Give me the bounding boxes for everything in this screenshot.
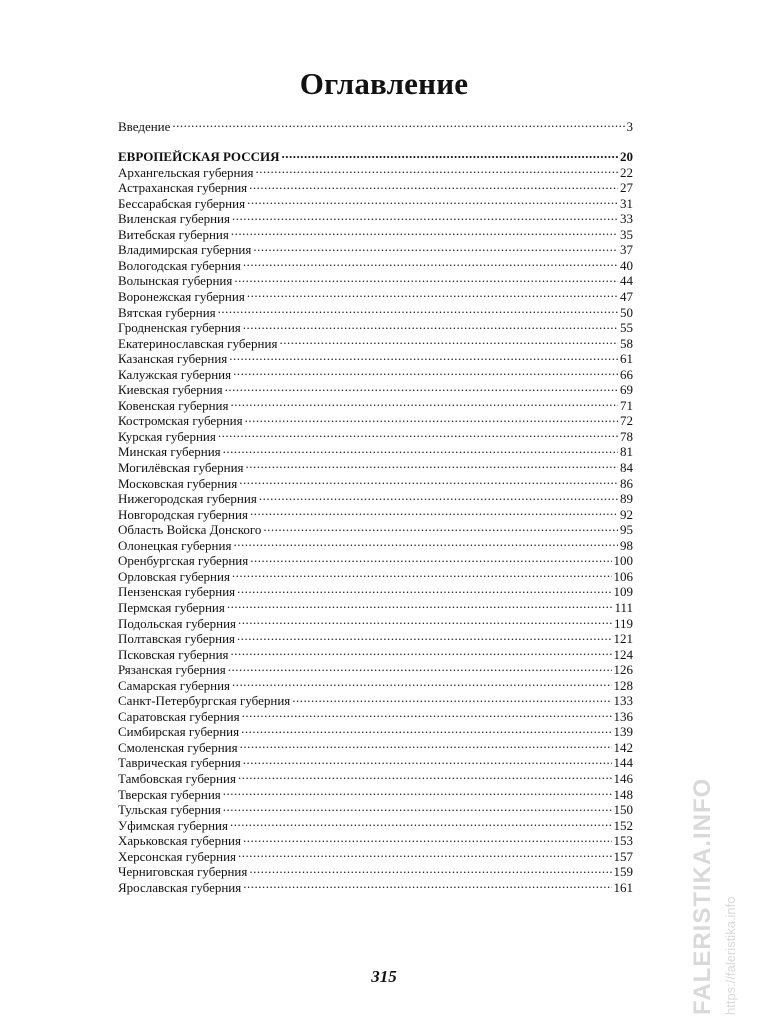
- dot-leader: [246, 456, 619, 472]
- dot-leader: [239, 472, 618, 488]
- watermark-text: FALERISTIKA.INFO: [689, 777, 716, 1015]
- dot-leader: [279, 332, 618, 348]
- toc-entry-page: 157: [613, 848, 633, 864]
- toc-entry-label: Уфимская губерния: [118, 817, 228, 833]
- toc-entry-label: Московская губерния: [118, 475, 238, 491]
- toc-entry-page: 50: [620, 304, 633, 320]
- toc-entry-label: Ярославская губерния: [118, 879, 242, 895]
- toc-entry-label: Орловская губерния: [118, 568, 230, 584]
- toc-entry-page: 69: [620, 382, 633, 398]
- toc-entry-page: 40: [620, 257, 633, 273]
- toc-entry-page: 150: [613, 802, 633, 818]
- toc-entry-intro: [118, 115, 633, 134]
- toc-entry-page: 106: [613, 568, 633, 584]
- dot-leader: [249, 861, 611, 877]
- dot-leader: [232, 565, 612, 581]
- dot-leader: [233, 363, 618, 379]
- toc-entry-label: Тверская губерния: [118, 786, 221, 802]
- dot-leader: [259, 488, 618, 504]
- dot-leader: [238, 845, 611, 861]
- toc-entry-page: 109: [613, 584, 633, 600]
- dot-leader: [243, 830, 612, 846]
- dot-leader: [225, 379, 618, 395]
- toc-entry-page: 35: [620, 226, 633, 242]
- toc-section-label: ЕВРОПЕЙСКАЯ РОССИЯ: [118, 149, 280, 165]
- toc-entry-page: 95: [620, 522, 633, 538]
- toc-entry-label: Воронежская губерния: [118, 289, 245, 305]
- toc-entry-page: 33: [620, 211, 633, 227]
- toc-entry-label: Гродненская губерния: [118, 320, 241, 336]
- toc-entry-page: 98: [620, 537, 633, 553]
- toc-entry-page: 136: [613, 708, 633, 724]
- dot-leader: [232, 208, 618, 224]
- toc-entry-label: Самарская губерния: [118, 677, 231, 693]
- toc-entry-page: 78: [620, 428, 633, 444]
- toc-entry-label: Таврическая губерния: [118, 755, 241, 771]
- toc-entry-label: Пермская губерния: [118, 599, 225, 615]
- toc-entry-page: 124: [613, 646, 633, 662]
- toc-entry-label: Олонецкая губерния: [118, 537, 232, 553]
- toc-entry-label: Виленская губерния: [118, 211, 230, 227]
- dot-leader: [232, 674, 611, 690]
- dot-leader: [253, 239, 618, 255]
- toc-entry-page: 119: [613, 615, 633, 631]
- toc-entry-label: Область Войска Донского: [118, 522, 262, 538]
- toc-entry-page: 152: [613, 817, 633, 833]
- toc-entry-label: Смоленская губерния: [118, 739, 238, 755]
- dot-leader: [292, 690, 611, 706]
- table-of-contents: [118, 115, 633, 895]
- watermark: [683, 777, 743, 1020]
- toc-entry-label: Рязанская губерния: [118, 662, 226, 678]
- toc-entry-page: 61: [620, 351, 633, 367]
- toc-entry-page: 144: [613, 755, 633, 771]
- toc-entry-label: Волынская губерния: [118, 273, 233, 289]
- toc-entry-label: Тамбовская губерния: [118, 770, 236, 786]
- dot-leader: [231, 223, 618, 239]
- spacer: [118, 131, 633, 146]
- toc-entry-page: 66: [620, 366, 633, 382]
- dot-leader: [255, 161, 618, 177]
- toc-entry-label: Новгородская губерния: [118, 506, 248, 522]
- toc-entry-page: 44: [620, 273, 633, 289]
- toc-entry-label: Костромская губерния: [118, 413, 243, 429]
- dot-leader: [249, 177, 618, 193]
- toc-entry-page: 55: [620, 320, 633, 336]
- toc-entry-label: Киевская губерния: [118, 382, 223, 398]
- toc-entry-page: 148: [613, 786, 633, 802]
- dot-leader: [243, 254, 618, 270]
- toc-entry-label: Могилёвская губерния: [118, 460, 244, 476]
- toc-entry-label: Оренбургская губерния: [118, 553, 249, 569]
- dot-leader: [231, 643, 612, 659]
- toc-entry-page: 22: [620, 164, 633, 180]
- dot-leader: [218, 301, 618, 317]
- dot-leader: [250, 550, 611, 566]
- dot-leader: [237, 581, 611, 597]
- toc-entry-page: 47: [620, 289, 633, 305]
- dot-leader: [237, 628, 611, 644]
- toc-entry-label: Вятская губерния: [118, 304, 216, 320]
- toc-entry-page: 37: [620, 242, 633, 258]
- toc-entry-page: 3: [626, 118, 633, 134]
- toc-entry-page: 159: [613, 864, 633, 880]
- toc-entry-label: Владимирская губерния: [118, 242, 252, 258]
- toc-entry-page: 71: [620, 397, 633, 413]
- toc-entry-page: 72: [620, 413, 633, 429]
- toc-entry-label: Саратовская губерния: [118, 708, 240, 724]
- toc-entry-label: Херсонская губерния: [118, 848, 237, 864]
- toc-entry-page: 128: [613, 677, 633, 693]
- dot-leader: [172, 115, 624, 131]
- toc-entry-page: 92: [620, 506, 633, 522]
- toc-entry-label: Симбирская губерния: [118, 724, 240, 740]
- dot-leader: [227, 596, 613, 612]
- toc-entry-label: Нижегородская губерния: [118, 491, 257, 507]
- toc-entry-label: Минская губерния: [118, 444, 221, 460]
- toc-entry-label: Калужская губерния: [118, 366, 232, 382]
- toc-entry-label: Бессарабская губерния: [118, 195, 246, 211]
- toc-entry-label: Казанская губерния: [118, 351, 228, 367]
- toc-entry-label: Вологодская губерния: [118, 257, 241, 273]
- dot-leader: [228, 659, 612, 675]
- toc-entry-page: 58: [620, 335, 633, 351]
- toc-entry-label: Введение: [118, 118, 171, 134]
- toc-section-page: 20: [620, 149, 633, 165]
- dot-leader: [223, 783, 612, 799]
- toc-entry-label: Харьковская губерния: [118, 833, 241, 849]
- toc-entry-label: Черниговская губерния: [118, 864, 248, 880]
- dot-leader: [243, 752, 612, 768]
- page-title: Оглавление: [299, 66, 469, 101]
- toc-entry-label: Екатеринославская губерния: [118, 335, 278, 351]
- toc-entry-page: 161: [613, 879, 633, 895]
- toc-entry-page: 89: [620, 491, 633, 507]
- toc-entry-page: 111: [614, 599, 633, 615]
- dot-leader: [238, 612, 612, 628]
- toc-entry-label: Курская губерния: [118, 428, 216, 444]
- toc-entry-page: 139: [613, 724, 633, 740]
- page-number: 315: [371, 967, 397, 986]
- toc-entry-page: 81: [620, 444, 633, 460]
- toc-entry-page: 153: [613, 833, 633, 849]
- watermark-url: https://faleristika.info: [723, 896, 738, 1015]
- dot-leader: [230, 394, 618, 410]
- dot-leader: [281, 146, 618, 162]
- toc-section-heading: [118, 146, 633, 165]
- toc-entry-label: Пензенская губерния: [118, 584, 236, 600]
- dot-leader: [223, 441, 618, 457]
- dot-leader: [229, 348, 618, 364]
- dot-leader: [250, 503, 618, 519]
- dot-leader: [243, 317, 618, 333]
- toc-entry-page: 133: [613, 693, 633, 709]
- dot-leader: [241, 721, 611, 737]
- toc-entry-label: Псковская губерния: [118, 646, 229, 662]
- dot-leader: [230, 814, 612, 830]
- toc-entry-page: 126: [613, 662, 633, 678]
- dot-leader: [247, 192, 618, 208]
- dot-leader: [263, 519, 618, 535]
- toc-entry-page: 31: [620, 195, 633, 211]
- toc-entry-label: Полтавская губерния: [118, 631, 236, 647]
- toc-entry-label: Ковенская губерния: [118, 397, 229, 413]
- toc-entry-label: Архангельская губерния: [118, 164, 254, 180]
- toc-entry-label: Витебская губерния: [118, 226, 229, 242]
- dot-leader: [233, 534, 618, 550]
- toc-entry-page: 27: [620, 180, 633, 196]
- toc-entry-page: 142: [613, 739, 633, 755]
- dot-leader: [247, 285, 618, 301]
- dot-leader: [234, 270, 618, 286]
- dot-leader: [242, 705, 612, 721]
- toc-entry-label: Подольская губерния: [118, 615, 237, 631]
- toc-entry-label: Астраханская губерния: [118, 180, 248, 196]
- toc-entry-list: [118, 161, 633, 895]
- dot-leader: [238, 767, 612, 783]
- toc-entry-page: 86: [620, 475, 633, 491]
- toc-entry-page: 100: [613, 553, 633, 569]
- dot-leader: [223, 799, 612, 815]
- dot-leader: [218, 425, 618, 441]
- dot-leader: [243, 876, 611, 892]
- toc-entry-page: 121: [613, 631, 633, 647]
- toc-entry-page: 146: [613, 770, 633, 786]
- toc-entry-label: Тульская губерния: [118, 802, 221, 818]
- dot-leader: [240, 736, 612, 752]
- toc-entry-page: 84: [620, 460, 633, 476]
- toc-entry-label: Санкт-Петербургская губерния: [118, 693, 291, 709]
- dot-leader: [245, 410, 618, 426]
